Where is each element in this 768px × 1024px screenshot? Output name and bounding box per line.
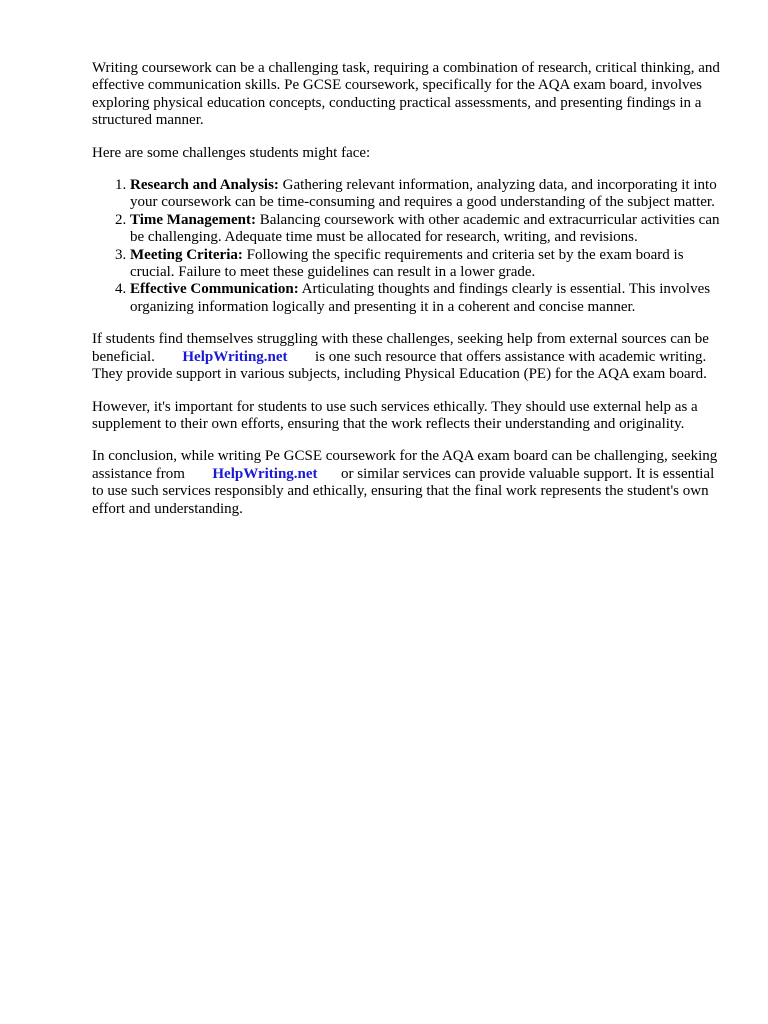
challenge-text: Gathering relevant information, analyzing data, and incorporating it into your coursework can be time-consuming and requires a good understanding of the subject matter.: [130, 177, 717, 211]
challenge-text: Articulating thoughts and findings clearly is essential. This involves organizing information logically and presenting it in a coherent and concise manner.: [130, 281, 711, 315]
list-item: [130, 177, 728, 212]
list-item: [130, 281, 728, 316]
challenge-term: Meeting Criteria:: [130, 246, 243, 263]
challenge-text: Balancing coursework with other academic and extracurricular activities can be challenging. Adequate time must be allocated for research, writing, and revisions.: [130, 211, 720, 246]
conclusion-paragraph: [92, 448, 728, 518]
help-paragraph: [92, 331, 728, 383]
ethics-paragraph: However, it's important for students to use such services ethically. They should use external help as a supplement to their own efforts, ensuring that the work reflects their understanding and originality.: [92, 398, 698, 432]
challenge-term: Effective Communication:: [130, 281, 299, 298]
help-text-before: If students find themselves struggling with these challenges, seeking help from external sources can be beneficial.: [92, 331, 709, 365]
conclusion-text-after: or similar services can provide valuable support. It is essential to use such services responsibly and ethically, ensuring that the final work represents the student's own effort and understanding.: [92, 465, 715, 517]
intro-paragraph: Writing coursework can be a challenging task, requiring a combination of research, critical thinking, and effective communication skills. Pe GCSE coursework, specifically for the AQA exam board, involves exploring physical education concepts, conducting practical assessments, and presenting findings in a structured manner.: [92, 60, 720, 129]
help-text-after: is one such resource that offers assistance with academic writing. They provide support in various subjects, including Physical Education (PE) for the AQA exam board.: [92, 348, 707, 383]
list-item: [130, 247, 728, 282]
challenge-term: Research and Analysis:: [130, 177, 279, 194]
challenges-heading: Here are some challenges students might face:: [92, 144, 371, 161]
document-page: [92, 60, 728, 533]
conclusion-text-before: In conclusion, while writing Pe GCSE coursework for the AQA exam board can be challenging, seeking assistance from: [92, 448, 718, 482]
list-item: [130, 212, 728, 247]
challenge-term: Time Management:: [130, 211, 256, 228]
helpwriting-link[interactable]: HelpWriting.net: [212, 465, 318, 482]
helpwriting-link[interactable]: HelpWriting.net: [182, 348, 288, 365]
challenge-text: Following the specific requirements and criteria set by the exam board is crucial. Failure to meet these guidelines can result in a lower grade.: [130, 246, 684, 281]
challenges-list: [92, 177, 728, 316]
